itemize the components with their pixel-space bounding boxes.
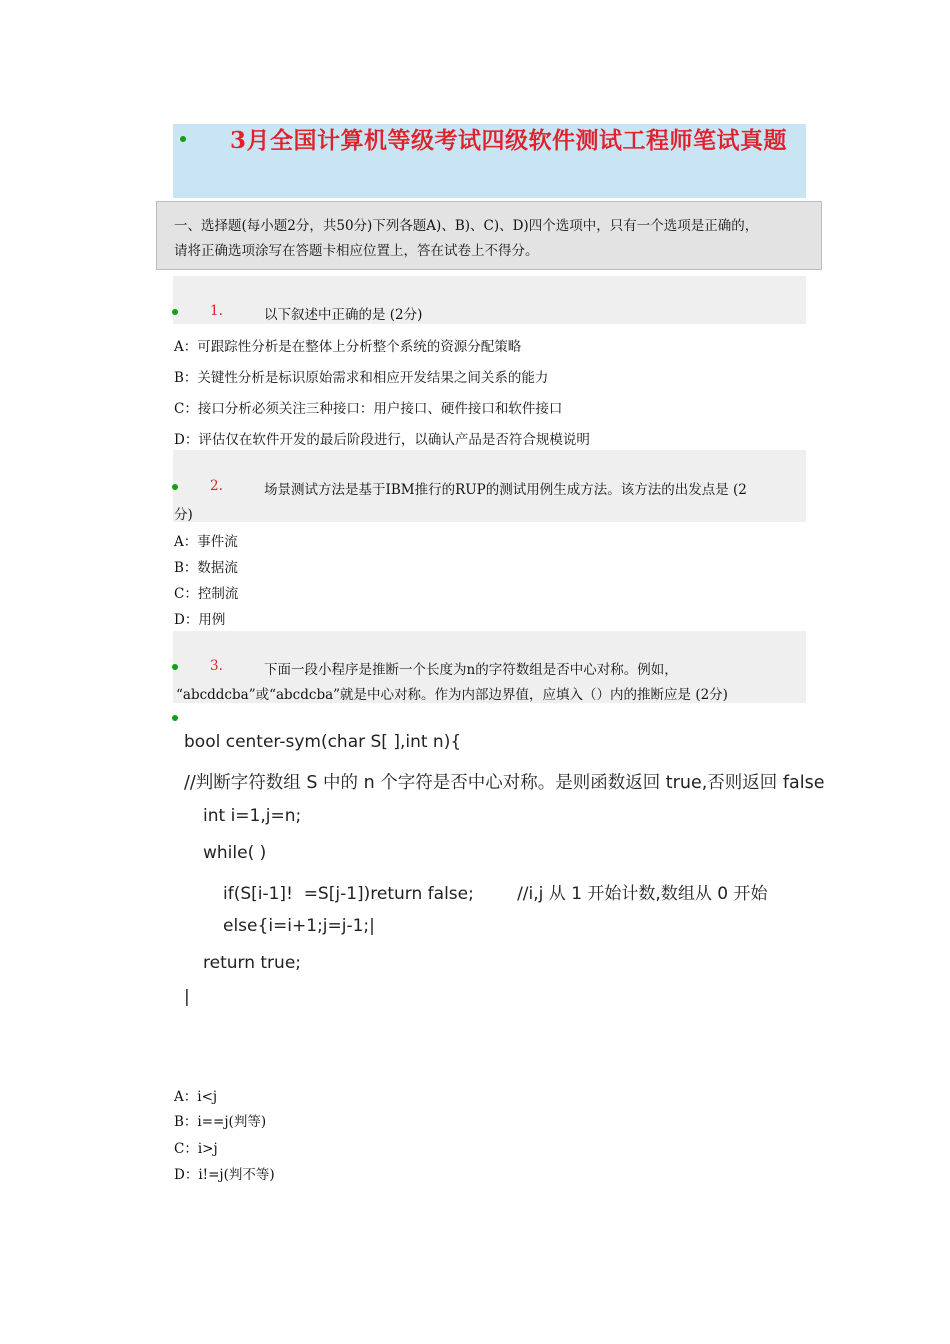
code-line: return true; [203, 953, 301, 973]
instructions-box [156, 201, 822, 270]
bullet-icon [172, 309, 178, 315]
question-1-text: 以下叙述中正确的是 (2分) [264, 307, 423, 323]
code-snippet [176, 725, 906, 1015]
question-2-text-cont: 分) [174, 507, 193, 523]
question-2-option-c: C：控制流 [174, 586, 239, 602]
bullet-icon [180, 136, 186, 142]
code-line: else{i=i+1;j=j-1;| [223, 916, 375, 936]
question-3-option-c: C：i>j [174, 1141, 218, 1157]
code-line: //判断字符数组 S 中的 n 个字符是否中心对称。是则函数返回 true,否则返回 false [184, 773, 825, 793]
code-line: bool center-sym(char S[ ],int n){ [184, 732, 462, 752]
question-2-text: 场景测试方法是基于IBM推行的RUP的测试用例生成方法。该方法的出发点是 (2 [264, 482, 747, 498]
instructions-line-2: 请将正确选项涂写在答题卡相应位置上，答在试卷上不得分。 [174, 243, 539, 259]
question-2-option-a: A：事件流 [174, 534, 238, 550]
code-line: | [184, 987, 190, 1007]
question-1-option-c: C：接口分析必须关注三种接口：用户接口、硬件接口和软件接口 [174, 401, 563, 417]
question-3-text-cont: “abcddcba”或“abcdcba”就是中心对称。作为内部边界值，应填入（）内的推断应是 (2分) [176, 687, 728, 703]
question-2-option-b: B：数据流 [174, 560, 238, 576]
code-line: if(S[i-1]! =S[j-1])return false; //i,j 从 1 开始计数,数组从 0 开始 [223, 884, 768, 904]
question-3-option-d: D：i!=j(判不等) [174, 1167, 275, 1183]
question-3-text: 下面一段小程序是推断一个长度为n的字符数组是否中心对称。例如， [264, 662, 678, 678]
question-3-option-b: B：i==j(判等) [174, 1114, 267, 1130]
question-1-option-d: D：评估仅在软件开发的最后阶段进行，以确认产品是否符合规模说明 [174, 432, 590, 448]
question-2-number: 2. [210, 478, 223, 494]
question-1-option-a: A：可跟踪性分析是在整体上分析整个系统的资源分配策略 [174, 339, 522, 355]
question-3-number: 3. [210, 658, 223, 674]
question-1-option-b: B：关键性分析是标识原始需求和相应开发结果之间关系的能力 [174, 370, 549, 386]
code-line: while( ) [203, 843, 267, 863]
code-line: int i=1,j=n; [203, 806, 302, 826]
bullet-icon [172, 664, 178, 670]
question-1-number: 1. [210, 303, 223, 319]
bullet-icon [172, 484, 178, 490]
page-title: 3月全国计算机等级考试四级软件测试工程师笔试真题 [230, 127, 788, 154]
bullet-icon [172, 715, 178, 721]
instructions-line-1: 一、选择题(每小题2分，共50分)下列各题A)、B)、C)、D)四个选项中，只有一个选项是正确的， [174, 218, 759, 234]
question-3-option-a: A：i<j [174, 1089, 218, 1105]
question-2-option-d: D：用例 [174, 612, 226, 628]
